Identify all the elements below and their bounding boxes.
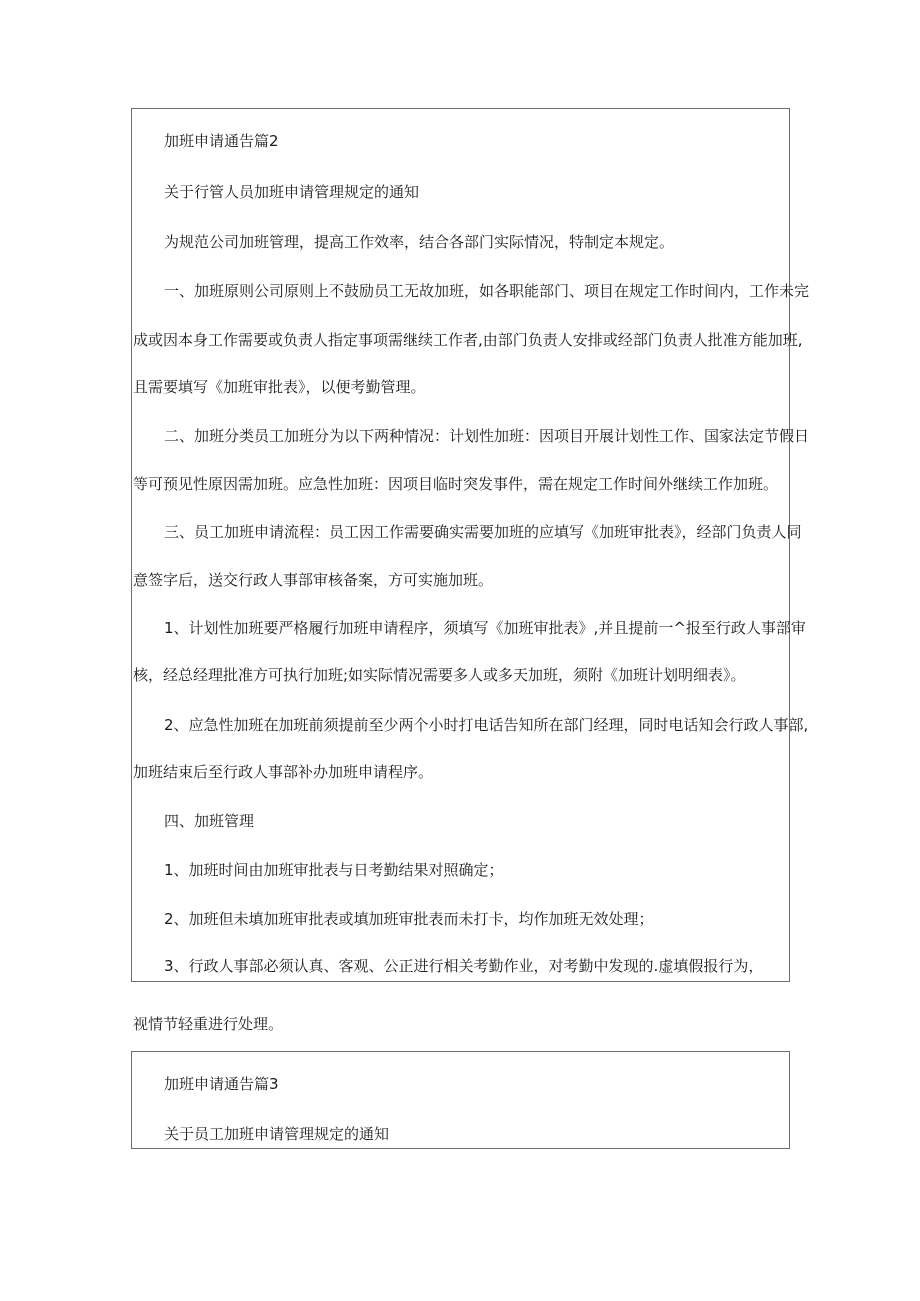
procedure-line-1: 三、员工加班申请流程：员工因工作需要确实需要加班的应填写《加班审批表》，经部门负责人同 xyxy=(164,523,802,541)
notice-title: 关于行管人员加班申请管理规定的通知 xyxy=(164,183,420,201)
notice-title-3: 关于员工加班申请管理规定的通知 xyxy=(164,1125,390,1143)
procedure-line-2: 意签字后，送交行政人事部审核备案，方可实施加班。 xyxy=(133,571,494,589)
principle-line-1: 一、加班原则公司原则上不鼓励员工无故加班，如各职能部门、项目在规定工作时间内，工作未完 xyxy=(164,282,810,300)
management-item-2: 2、加班但未填加班审批表或填加班审批表而未打卡，均作加班无效处理； xyxy=(164,910,654,928)
principle-line-2: 成或因本身工作需要或负责人指定事项需继续工作者,由部门负责人安排或经部门负责人批准方能加班, xyxy=(133,331,803,349)
management-item-1: 1、加班时间由加班审批表与日考勤结果对照确定； xyxy=(164,861,504,879)
category-line-2: 等可预见性原因需加班。应急性加班：因项目临时突发事件，需在规定工作时间外继续工作加班。 xyxy=(133,475,779,493)
planned-overtime-line-2: 核，经总经理批准方可执行加班;如实际情况需要多人或多天加班，须附《加班计划明细表》。 xyxy=(133,666,746,684)
section-heading: 加班申请通告篇2 xyxy=(164,132,279,150)
management-item-3: 3、行政人事部必须认真、客观、公正进行相关考勤作业，对考勤中发现的.虚填假报行为， xyxy=(164,957,764,975)
management-item-3-continued: 视情节轻重进行处理。 xyxy=(133,1015,284,1033)
principle-line-3: 且需要填写《加班审批表》，以便考勤管理。 xyxy=(133,378,426,396)
emergency-overtime-line-2: 加班结束后至行政人事部补办加班申请程序。 xyxy=(133,763,434,781)
management-heading: 四、加班管理 xyxy=(164,812,255,830)
section-heading-3: 加班申请通告篇3 xyxy=(164,1075,279,1093)
category-line-1: 二、加班分类员工加班分为以下两种情况：计划性加班：因项目开展计划性工作、国家法定节假日 xyxy=(164,427,810,445)
emergency-overtime-line-1: 2、应急性加班在加班前须提前至少两个小时打电话告知所在部门经理，同时电话知会行政人事部, xyxy=(164,716,809,734)
intro-paragraph: 为规范公司加班管理，提高工作效率，结合各部门实际情况，特制定本规定。 xyxy=(164,233,675,251)
planned-overtime-line-1: 1、计划性加班要严格履行加班申请程序，须填写《加班审批表》,并且提前一^报至行政人事部审 xyxy=(164,619,806,637)
